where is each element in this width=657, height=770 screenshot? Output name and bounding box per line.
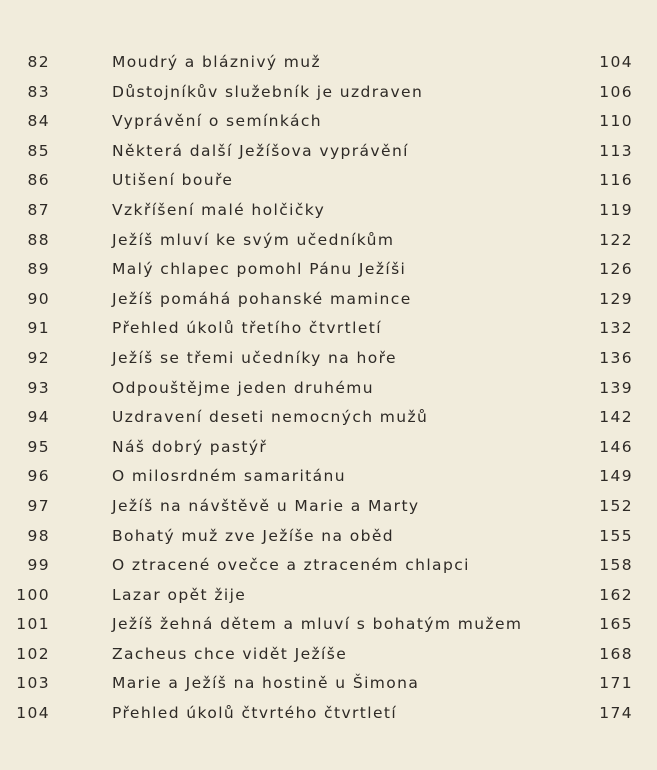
toc-entry <box>0 699 657 729</box>
page-number: 122 <box>599 230 633 249</box>
chapter-title: Vzkříšení malé holčičky <box>112 200 326 219</box>
chapter-number: 94 <box>27 408 50 427</box>
page-number: 168 <box>599 644 633 663</box>
page-number: 149 <box>599 467 633 486</box>
page-number: 142 <box>599 408 633 427</box>
toc-entry <box>0 314 657 344</box>
chapter-title: Přehled úkolů čtvrtého čtvrtletí <box>112 704 398 723</box>
chapter-title: Malý chlapec pomohl Pánu Ježíši <box>112 260 407 279</box>
toc-entry <box>0 78 657 108</box>
page-number: 136 <box>599 348 633 367</box>
chapter-title: Vyprávění o semínkách <box>112 112 323 131</box>
chapter-title: Moudrý a bláznivý muž <box>112 53 322 71</box>
chapter-number: 98 <box>27 526 50 545</box>
chapter-number: 83 <box>27 82 50 101</box>
chapter-number: 99 <box>27 556 50 575</box>
toc-entry <box>0 462 657 492</box>
toc-entry <box>0 137 657 167</box>
toc-entry <box>0 285 657 315</box>
chapter-number: 104 <box>16 704 50 723</box>
chapter-title: Ježíš žehná dětem a mluví s bohatým mužem <box>112 615 523 634</box>
chapter-number: 82 <box>27 53 50 71</box>
page-number: 174 <box>599 704 633 723</box>
chapter-title: Uzdravení deseti nemocných mužů <box>112 408 429 427</box>
table-of-contents <box>0 48 657 729</box>
chapter-number: 88 <box>27 230 50 249</box>
chapter-title: Bohatý muž zve Ježíše na oběd <box>112 526 395 545</box>
toc-entry <box>0 433 657 463</box>
chapter-title: Utišení bouře <box>112 171 234 190</box>
toc-entry <box>0 610 657 640</box>
page-number: 165 <box>599 615 633 634</box>
chapter-number: 87 <box>27 200 50 219</box>
chapter-title: Některá další Ježíšova vyprávění <box>112 141 409 160</box>
chapter-title: Ježíš se třemi učedníky na hoře <box>112 348 397 367</box>
page-number: 126 <box>599 260 633 279</box>
chapter-number: 100 <box>16 585 50 604</box>
chapter-number: 85 <box>27 141 50 160</box>
chapter-title: Ježíš mluví ke svým učedníkům <box>112 230 395 249</box>
page-number: 113 <box>599 141 633 160</box>
chapter-number: 92 <box>27 348 50 367</box>
page-number: 155 <box>599 526 633 545</box>
toc-entry <box>0 403 657 433</box>
chapter-title: Marie a Ježíš na hostině u Šimona <box>112 674 420 693</box>
page-number: 106 <box>599 82 633 101</box>
page-number: 139 <box>599 378 633 397</box>
page-number: 129 <box>599 289 633 308</box>
page-number: 171 <box>599 674 633 693</box>
chapter-number: 91 <box>27 319 50 338</box>
toc-entry <box>0 640 657 670</box>
chapter-title: Ježíš pomáhá pohanské mamince <box>112 289 412 308</box>
chapter-title: Důstojníkův služebník je uzdraven <box>112 82 424 101</box>
chapter-number: 95 <box>27 437 50 456</box>
toc-entry <box>0 48 657 78</box>
page-number: 152 <box>599 496 633 515</box>
chapter-number: 101 <box>16 615 50 634</box>
page-number: 132 <box>599 319 633 338</box>
toc-entry <box>0 551 657 581</box>
toc-entry <box>0 166 657 196</box>
chapter-title: Ježíš na návštěvě u Marie a Marty <box>112 496 420 515</box>
chapter-title: Náš dobrý pastýř <box>112 437 268 456</box>
toc-entry <box>0 492 657 522</box>
chapter-title: O ztracené ovečce a ztraceném chlapci <box>112 556 470 575</box>
chapter-number: 84 <box>27 112 50 131</box>
chapter-title: Lazar opět žije <box>112 585 247 604</box>
chapter-number: 90 <box>27 289 50 308</box>
toc-entry <box>0 107 657 137</box>
toc-entry <box>0 669 657 699</box>
toc-entry <box>0 374 657 404</box>
chapter-number: 86 <box>27 171 50 190</box>
page-number: 119 <box>599 200 633 219</box>
chapter-number: 103 <box>16 674 50 693</box>
toc-entry <box>0 255 657 285</box>
page-number: 146 <box>599 437 633 456</box>
page-number: 162 <box>599 585 633 604</box>
chapter-number: 93 <box>27 378 50 397</box>
toc-entry <box>0 581 657 611</box>
toc-entry <box>0 522 657 552</box>
page-number: 116 <box>599 171 633 190</box>
toc-entry <box>0 344 657 374</box>
chapter-number: 96 <box>27 467 50 486</box>
page-number: 104 <box>599 53 633 71</box>
chapter-number: 89 <box>27 260 50 279</box>
chapter-title: Přehled úkolů třetího čtvrtletí <box>112 319 382 338</box>
toc-entry <box>0 226 657 256</box>
chapter-title: O milosrdném samaritánu <box>112 467 346 486</box>
chapter-title: Odpouštějme jeden druhému <box>112 378 375 397</box>
chapter-title: Zacheus chce vidět Ježíše <box>112 644 348 663</box>
chapter-number: 97 <box>27 496 50 515</box>
toc-entry <box>0 196 657 226</box>
page-number: 110 <box>599 112 633 131</box>
chapter-number: 102 <box>16 644 50 663</box>
page-number: 158 <box>599 556 633 575</box>
